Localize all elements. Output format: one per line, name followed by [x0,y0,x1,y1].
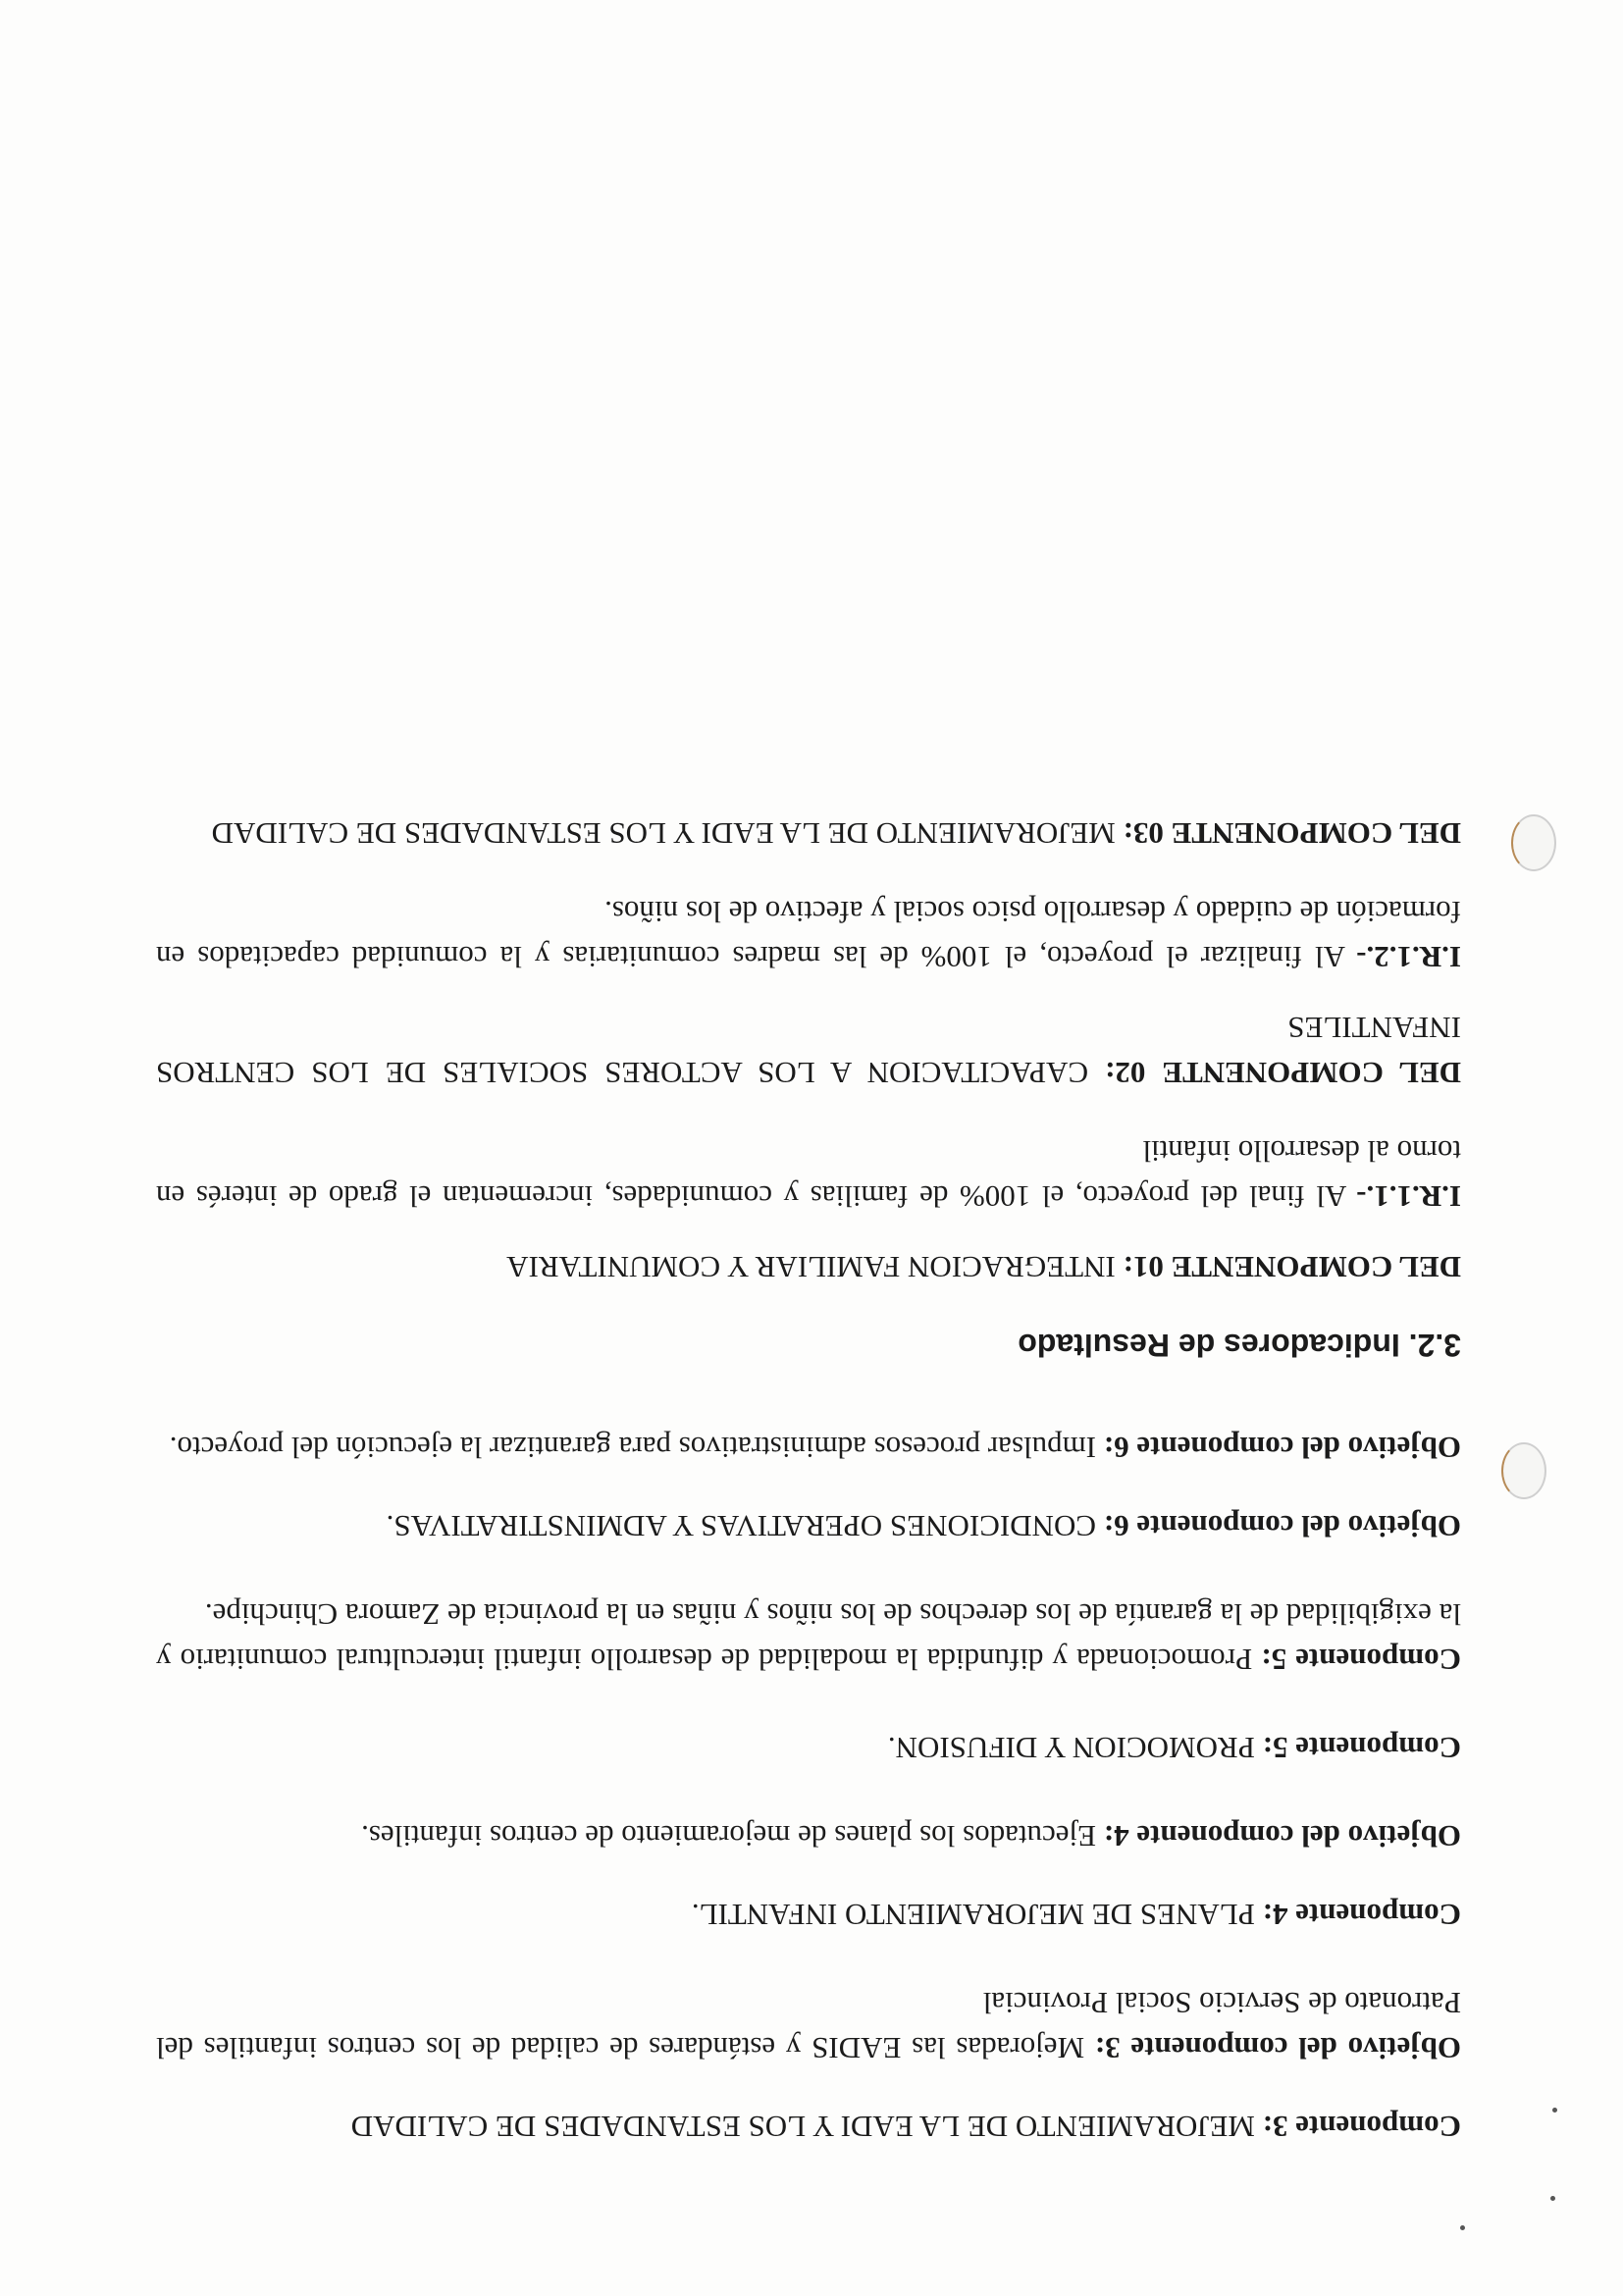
component-3-objective: Objetivo del componente 3: Mejoradas las EADIS y estándares de calidad de los centros infantiles del Patronato de Servicio Social Provincial [156,1986,1461,2065]
section-heading: 3.2. Indicadores de Resultado [1018,1328,1461,1363]
punch-hole-top [1511,814,1556,871]
component-3-title: Componente 3: MEJORAMIENTO DE LA EADI Y LOS ESTANDADES DE CALIDAD [350,2110,1461,2144]
punch-hole-bottom [1501,1442,1546,1499]
scan-speck [1460,2225,1465,2230]
indicator-1-1: I.R.1.1.- Al final del proyecto, el 100% de familias y comunidades, incrementan el grado de interés en torno al desarrollo infantil [156,1134,1461,1214]
scan-speck [1552,2108,1557,2113]
result-component-01: DEL COMPONENTE 01: INTEGRACION FAMILIAR Y COMUNITARIA [506,1250,1461,1284]
document-body [156,810,1461,2149]
component-4-objective: Objetivo del componente 4: Ejecutados los planes de mejoramiento de centros infantiles. [361,1819,1461,1853]
indicator-1-2: I.R.1.2.- Al finalizar el proyecto, el 100% de las madres comunitarias y la comunidad capacitados en formación de cuidado y desarrollo psico social y afectivo de los niños. [156,895,1461,974]
component-6-title: Objetivo del componente 6: CONDICIONES OPERATIVAS Y ADMINSTIRATIVAS. [386,1509,1461,1543]
component-5-objective: Componente 5: Promocionada y difundida la modalidad de desarrollo infantil intercultural comunitario y la exigibilidad de la garantía de los derechos de los niños y niñas en la provincia de Zamora Chinchipe. [156,1597,1461,1677]
result-component-03: DEL COMPONENTE 03: MEJORAMIENTO DE LA EADI Y LOS ESTANDADES DE CALIDAD [211,816,1461,851]
result-component-02: DEL COMPONENTE 02: CAPACITACION A LOS ACTORES SOCIALES DE LOS CENTROS INFANTILES [155,1011,1461,1090]
component-6-objective: Objetivo del componente 6: Impulsar procesos administrativos para garantizar la ejecución del proyecto. [169,1431,1461,1465]
component-4-title: Componente 4: PLANES DE MEJORAMIENTO INFANTIL. [691,1898,1461,1932]
scan-speck [1550,2196,1555,2201]
component-5-title: Componente 5: PROMOCION Y DIFUSION. [887,1731,1461,1765]
